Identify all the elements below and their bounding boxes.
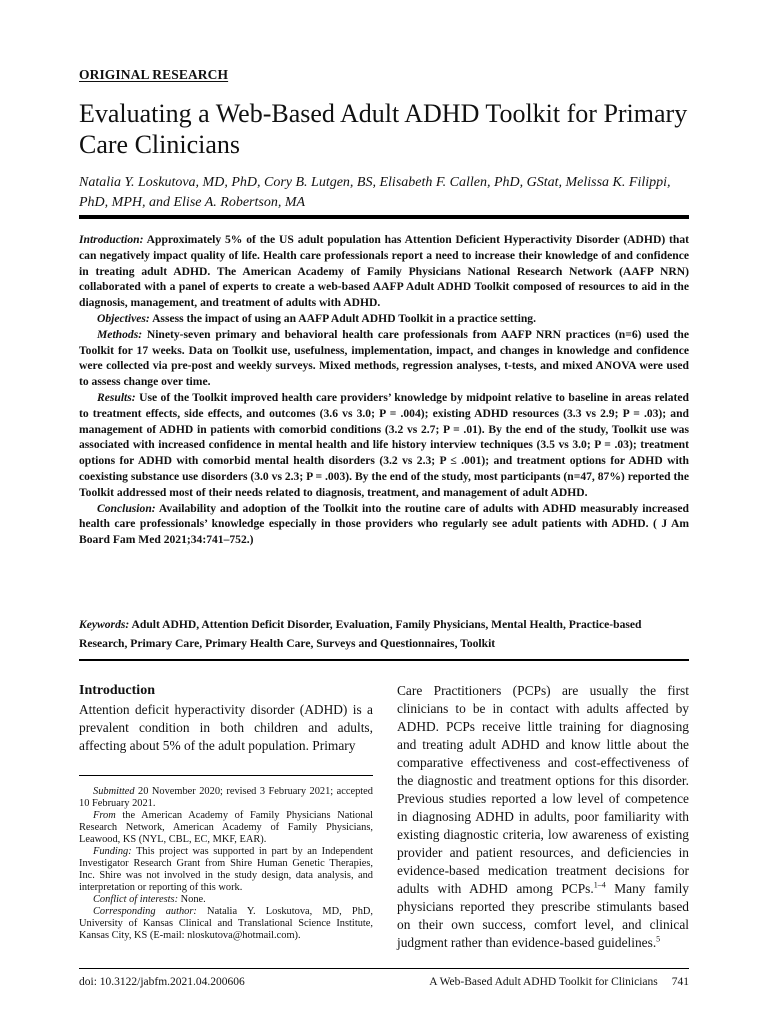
left-column bbox=[79, 682, 373, 755]
abstract-introduction-text: Approximately 5% of the US adult population has Attention Deficient Hyperactivity Disorder (ADHD) that can negatively impact quality of life. Health care professionals report a need to increase their knowledge of and confidence in treating adult ADHD. The American Academy of Family Physicians National Research Network (AAFP NRN) collaborated with a panel of experts to create a web-based AAFP Adult ADHD Toolkit composed of resources to aid in the diagnosis, management, and treatment of adults with ADHD. bbox=[79, 233, 689, 310]
abstract-objectives bbox=[79, 311, 689, 327]
keywords bbox=[79, 615, 689, 653]
abstract-conclusion-label: Conclusion: bbox=[97, 501, 156, 515]
footnote-corresponding-text: Natalia Y. Loskutova, MD, PhD, University of Kansas Clinical and Translational Science Institute, Kansas City, KS (E-mail: nloskutova@hotmail.com). bbox=[79, 906, 373, 941]
abstract-conclusion bbox=[79, 501, 689, 548]
introduction-right-text-part1: Care Practitioners (PCPs) are usually the first clinicians to be in contact with adults affected by ADHD. PCPs receive little training for diagnosing and treating adult ADHD and know little about the comparative effectiveness and cost-effectiveness of the diagnostic and treatment options for this disorder. Previous studies reported a low level of competence in diagnosing ADHD in adults, poor familiarity with existing diagnostic criteria, low awareness of existing provider and patient resources, and deficiencies in evidence-based medication treatment decisions for adults with ADHD among PCPs. bbox=[397, 683, 689, 896]
abstract-results bbox=[79, 390, 689, 501]
abstract-methods-text: Ninety-seven primary and behavioral health care professionals from AAFP NRN practices (n=6) used the Toolkit for 17 weeks. Data on Toolkit use, usefulness, implementation, impact, and changes in knowledge and confidence were collected via pre-post and weekly surveys. Mixed methods, regression analyses, t-tests, and mixed ANOVA were used to assess change over time. bbox=[79, 327, 689, 389]
author-list: Natalia Y. Loskutova, MD, PhD, Cory B. Lutgen, BS, Elisabeth F. Callen, PhD, GStat, Melissa K. Filippi, PhD, MPH, and Elise A. Robertson, MA bbox=[79, 175, 671, 210]
footnote-conflict bbox=[79, 894, 373, 906]
abstract-introduction-label: Introduction: bbox=[79, 233, 144, 246]
footnote-funding-text: This project was supported in part by an Independent Investigator Research Grant from Shire Human Genetic Therapies, Inc. Shire was not involved in the study design, data analysis, and interpretation or reporting of this work. bbox=[79, 846, 373, 893]
running-footer bbox=[429, 976, 689, 988]
footnote-submitted bbox=[79, 786, 373, 810]
header-divider bbox=[79, 215, 689, 219]
footnote-divider bbox=[79, 775, 373, 776]
citation-5: 5 bbox=[656, 934, 661, 944]
article-title: Evaluating a Web-Based Adult ADHD Toolkit for Primary Care Clinicians bbox=[79, 99, 688, 159]
footnote-submitted-label: Submitted bbox=[93, 786, 135, 797]
footnotes bbox=[79, 786, 373, 942]
introduction-right-text bbox=[397, 682, 689, 952]
keywords-label: Keywords: bbox=[79, 618, 130, 631]
footnote-corresponding bbox=[79, 906, 373, 942]
abstract-introduction bbox=[79, 232, 689, 311]
keywords-text: Adult ADHD, Attention Deficit Disorder, Evaluation, Family Physicians, Mental Health, Practice-based Research, Primary Care, Primary Health Care, Surveys and Questionnaires, Toolkit bbox=[79, 618, 642, 650]
footnote-conflict-text: None. bbox=[178, 894, 206, 905]
abstract-objectives-text: Assess the impact of using an AAFP Adult ADHD Toolkit in a practice setting. bbox=[152, 311, 536, 325]
doi: doi: 10.3122/jabfm.2021.04.200606 bbox=[79, 976, 245, 988]
footnote-submitted-text: 20 November 2020; revised 3 February 2021; accepted 10 February 2021. bbox=[79, 786, 373, 809]
abstract bbox=[79, 232, 689, 548]
abstract-results-text: Use of the Toolkit improved health care providers’ knowledge by midpoint relative to baseline in areas related to treatment effects, side effects, and outcomes (3.6 vs 3.0; P = .004); existing ADHD resources (3.3 vs 2.9; P = .03); and management of ADHD in patients with comorbid conditions (3.2 vs 2.7; P = .01). By the end of the study, Toolkit use was associated with increased confidence in mental health and life history interview techniques (3.5 vs 3.0; P = .03); treatment options for ADHD with comorbid mental health disorders (3.2 vs 2.3; P ≤ .001); and treatment options for ADHD with coexisting substance use disorders (3.0 vs 2.3; P = .003). By the end of the study, most participants (n=47, 87%) reported the Toolkit addressed most of their needs related to diagnosis, treatment, and management of adult ADHD. bbox=[79, 390, 690, 499]
footnote-from bbox=[79, 810, 373, 846]
footnote-from-text: the American Academy of Family Physicians National Research Network, American Academy of Family Physicians, Leawood, KS (NYL, CBL, EC, MKF, EAR). bbox=[79, 810, 373, 845]
introduction-right-text-part2: Many family physicians reported they prescribe stimulants based on their own success, comfort level, and clinical judgment rather than evidence-based guidelines. bbox=[397, 881, 689, 950]
section-tag: ORIGINAL RESEARCH bbox=[79, 67, 229, 82]
citation-1-4: 1–4 bbox=[593, 880, 606, 890]
keywords-divider bbox=[79, 659, 689, 661]
introduction-heading: Introduction bbox=[79, 683, 155, 698]
footnote-conflict-label: Conflict of interests: bbox=[93, 894, 179, 905]
abstract-methods-label: Methods: bbox=[97, 327, 143, 341]
footnote-from-label: From bbox=[93, 810, 116, 821]
page-number: 741 bbox=[671, 976, 689, 988]
footer-divider bbox=[79, 968, 689, 969]
footnote-funding bbox=[79, 846, 373, 894]
abstract-methods bbox=[79, 327, 689, 390]
abstract-results-label: Results: bbox=[97, 390, 136, 404]
footnote-corresponding-label: Corresponding author: bbox=[93, 906, 197, 917]
introduction-left-text: Attention deficit hyperactivity disorder (ADHD) is a prevalent condition in both children and adults, affecting about 5% of the adult population. Primary bbox=[79, 702, 373, 753]
abstract-conclusion-text: Availability and adoption of the Toolkit into the routine care of adults with ADHD measurably increased health care professionals’ knowledge especially in those providers who regularly see adult patients with ADHD. ( J Am Board Fam Med 2021;34:741–752.) bbox=[79, 501, 689, 547]
footnote-funding-label: Funding: bbox=[93, 846, 132, 857]
abstract-objectives-label: Objectives: bbox=[97, 311, 150, 325]
running-title: A Web-Based Adult ADHD Toolkit for Clinicians bbox=[429, 976, 658, 988]
right-column bbox=[397, 682, 689, 952]
